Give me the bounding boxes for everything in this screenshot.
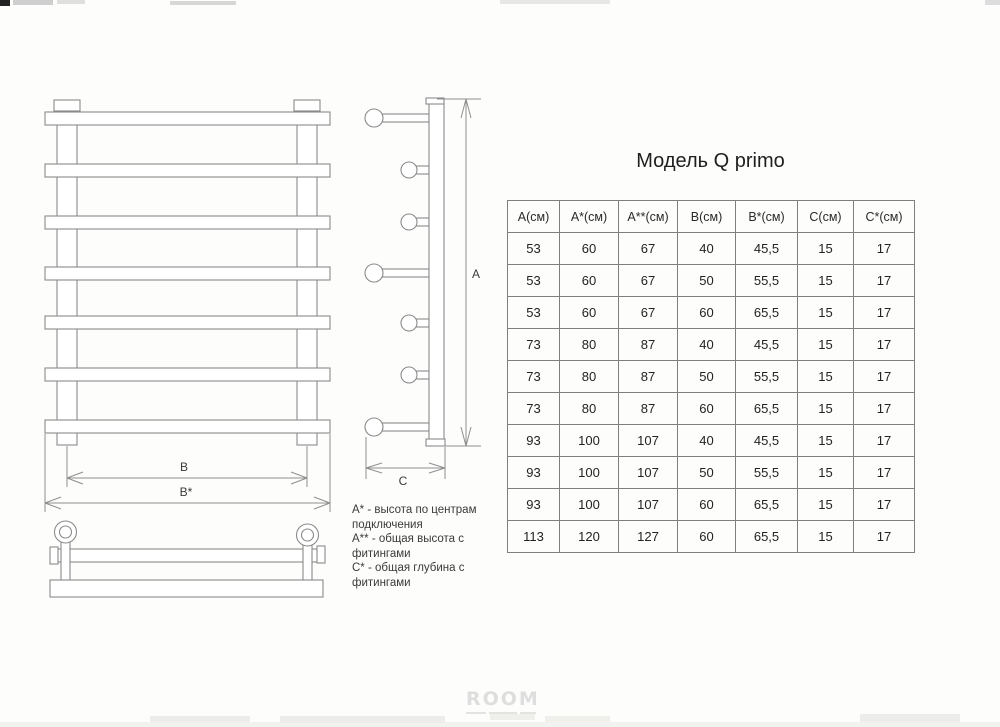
table-cell: 93	[508, 457, 560, 489]
wall-rail	[50, 546, 325, 564]
table-cell: 73	[508, 393, 560, 425]
column-header: А*(см)	[560, 201, 619, 233]
footnote-line: фитингами	[352, 576, 411, 589]
scan-artifact	[500, 0, 610, 4]
column-header: С(см)	[798, 201, 854, 233]
table-cell: 17	[854, 297, 915, 329]
table-cell: 67	[619, 265, 678, 297]
table-cell: 53	[508, 233, 560, 265]
table-cell: 87	[619, 393, 678, 425]
scan-artifact	[985, 0, 1000, 5]
scan-artifact	[13, 0, 53, 5]
dimension-B	[67, 446, 307, 487]
table-cell: 15	[798, 329, 854, 361]
table-cell: 87	[619, 361, 678, 393]
table-cell: 17	[854, 521, 915, 553]
table-cell: 15	[798, 265, 854, 297]
scan-artifact	[150, 716, 250, 722]
table-cell: 53	[508, 265, 560, 297]
table-cell: 17	[854, 393, 915, 425]
table-cell: 80	[560, 361, 619, 393]
table-cell: 55,5	[736, 265, 798, 297]
rungs	[45, 112, 330, 433]
post-sections	[55, 521, 319, 546]
dimension-label-B-star: B*	[179, 485, 193, 499]
footnotes	[352, 503, 522, 591]
table-cell: 17	[854, 457, 915, 489]
table-cell: 17	[854, 425, 915, 457]
watermark-logo: ROOM	[466, 688, 540, 710]
table-cell: 60	[560, 233, 619, 265]
table-cell: 15	[798, 361, 854, 393]
front-view-drawing	[30, 95, 340, 525]
table-cell: 65,5	[736, 521, 798, 553]
table-cell: 40	[678, 425, 736, 457]
table-row	[508, 489, 915, 521]
footnote-a-double-star	[352, 532, 522, 561]
table-cell: 107	[619, 425, 678, 457]
table-cell: 93	[508, 425, 560, 457]
table-cell: 65,5	[736, 489, 798, 521]
table-cell: 15	[798, 489, 854, 521]
footnote-line: С* - общая глубина с	[352, 562, 465, 575]
table-cell: 45,5	[736, 233, 798, 265]
table-cell: 73	[508, 329, 560, 361]
table-cell: 100	[560, 457, 619, 489]
table-cell: 17	[854, 265, 915, 297]
scan-artifact	[57, 0, 85, 4]
scan-artifact	[0, 722, 1000, 727]
table-row	[508, 297, 915, 329]
column-header: В*(см)	[736, 201, 798, 233]
footnote-c-star	[352, 561, 522, 590]
table-cell: 17	[854, 489, 915, 521]
table-cell: 15	[798, 521, 854, 553]
column-header: В(см)	[678, 201, 736, 233]
table-cell: 73	[508, 361, 560, 393]
table-row	[508, 521, 915, 553]
table-cell: 40	[678, 233, 736, 265]
table-cell: 93	[508, 489, 560, 521]
table-cell: 80	[560, 393, 619, 425]
table-row	[508, 425, 915, 457]
table-cell: 127	[619, 521, 678, 553]
watermark	[466, 688, 576, 714]
table-cell: 60	[560, 297, 619, 329]
scan-artifact	[545, 716, 610, 722]
table-cell: 15	[798, 393, 854, 425]
scan-artifact	[0, 0, 10, 6]
table-cell: 15	[798, 457, 854, 489]
table-cell: 50	[678, 361, 736, 393]
scan-artifact	[490, 714, 535, 720]
table-cell: 100	[560, 489, 619, 521]
table-cell: 45,5	[736, 425, 798, 457]
footnote-a-star	[352, 503, 522, 532]
table-cell: 15	[798, 425, 854, 457]
table-cell: 17	[854, 233, 915, 265]
table-cell: 120	[560, 521, 619, 553]
table-cell: 60	[678, 521, 736, 553]
table-cell: 60	[560, 265, 619, 297]
footnote-line: фитингами	[352, 547, 411, 560]
table-row	[508, 265, 915, 297]
table-cell: 80	[560, 329, 619, 361]
side-post	[426, 98, 445, 446]
table-cell: 65,5	[736, 393, 798, 425]
column-header: С*(см)	[854, 201, 915, 233]
top-view-drawing	[30, 510, 340, 610]
table-row	[508, 361, 915, 393]
table-row	[508, 393, 915, 425]
table-cell: 53	[508, 297, 560, 329]
footnote-line: подключения	[352, 518, 423, 531]
side-rungs	[381, 114, 429, 431]
table-cell: 60	[678, 297, 736, 329]
table-cell: 67	[619, 233, 678, 265]
table-cell: 65,5	[736, 297, 798, 329]
dimension-label-A: A	[472, 267, 481, 281]
table-cell: 40	[678, 329, 736, 361]
table-cell: 55,5	[736, 457, 798, 489]
table-cell: 15	[798, 233, 854, 265]
table-cell: 15	[798, 297, 854, 329]
table-cell: 107	[619, 489, 678, 521]
column-header: А**(см)	[619, 201, 678, 233]
table-cell: 17	[854, 329, 915, 361]
table-cell: 17	[854, 361, 915, 393]
table-row	[508, 233, 915, 265]
footnote-line: А* - высота по центрам	[352, 504, 477, 516]
table-cell: 67	[619, 297, 678, 329]
table-cell: 107	[619, 457, 678, 489]
table-cell: 60	[678, 489, 736, 521]
table-cell: 45,5	[736, 329, 798, 361]
footnote-line: А** - общая высота с	[352, 533, 464, 546]
table-cell: 60	[678, 393, 736, 425]
table-cell: 50	[678, 457, 736, 489]
table-row	[508, 457, 915, 489]
dimension-label-C: C	[398, 474, 408, 488]
table-cell: 87	[619, 329, 678, 361]
table-cell: 50	[678, 265, 736, 297]
spec-table	[507, 200, 915, 553]
scan-artifact	[860, 714, 960, 722]
scan-artifact	[280, 716, 445, 723]
table-cell: 100	[560, 425, 619, 457]
table-row	[508, 329, 915, 361]
table-cell: 55,5	[736, 361, 798, 393]
model-title: Модель Q primo	[636, 150, 785, 172]
scan-artifact	[170, 1, 236, 5]
table-cell: 113	[508, 521, 560, 553]
side-view-drawing	[345, 95, 505, 490]
column-header: А(см)	[508, 201, 560, 233]
table-header-row	[508, 201, 915, 233]
front-rail	[50, 580, 323, 597]
dimension-label-B: B	[179, 460, 189, 474]
